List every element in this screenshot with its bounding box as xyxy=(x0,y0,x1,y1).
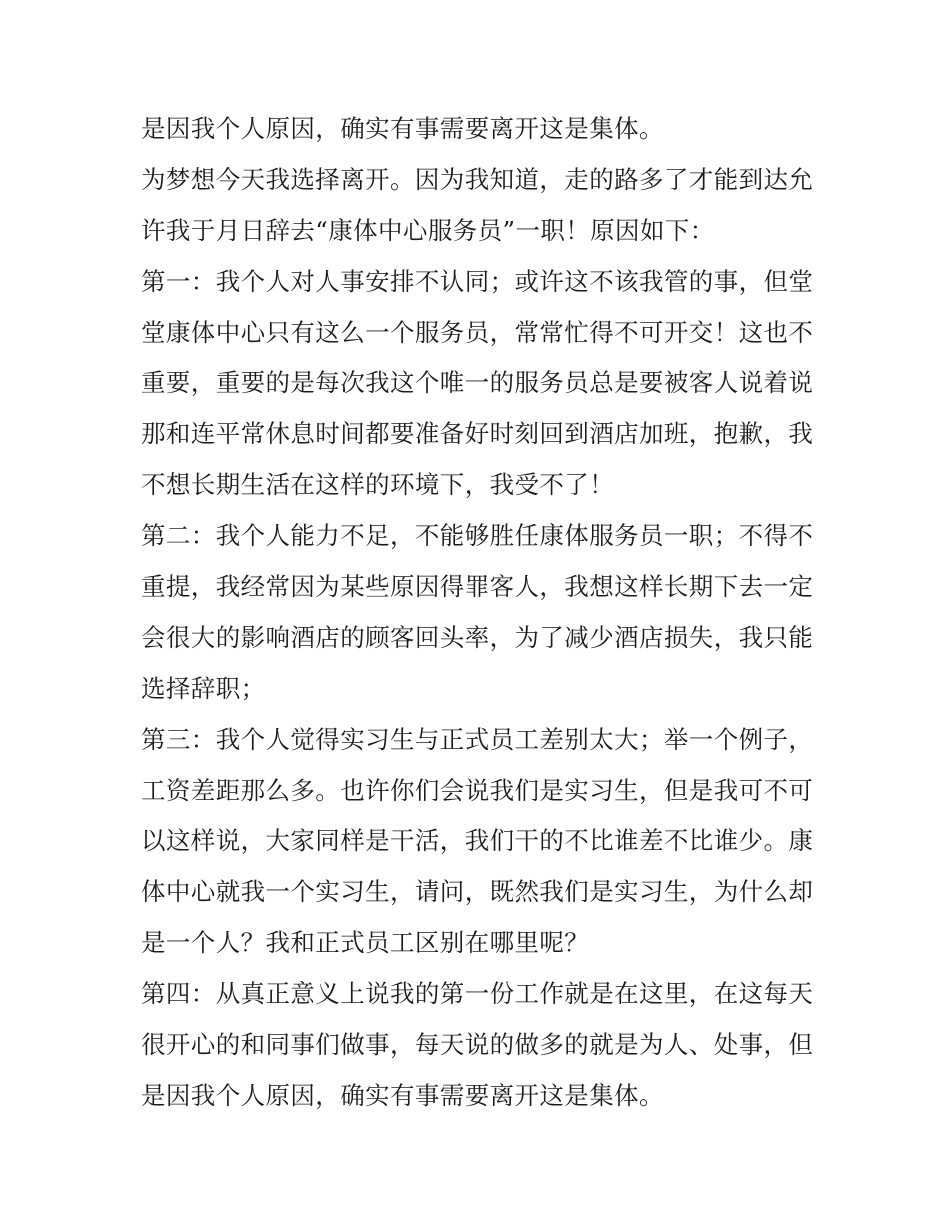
document-body xyxy=(141,104,821,1122)
text-line: 第四：从真正意义上说我的第一份工作就是在这里，在这每天 xyxy=(141,979,814,1009)
text-line: 许我于月日辞去“康体中心服务员”一职！原因如下： xyxy=(141,215,715,245)
text-line: 第三：我个人觉得实习生与正式员工差别太大；举一个例子， xyxy=(141,724,814,754)
text-line: 以这样说，大家同样是干活，我们干的不比谁差不比谁少。康 xyxy=(141,826,814,856)
text-line: 第二：我个人能力不足，不能够胜任康体服务员一职；不得不 xyxy=(141,521,814,551)
text-line: 是一个人？我和正式员工区别在哪里呢？ xyxy=(141,928,590,958)
text-line: 是因我个人原因，确实有事需要离开这是集体。 xyxy=(141,1080,664,1110)
text-line: 重提，我经常因为某些原因得罪客人，我想这样长期下去一定 xyxy=(141,572,814,602)
text-line: 堂康体中心只有这么一个服务员，常常忙得不可开交！这也不 xyxy=(141,317,814,347)
text-line: 很开心的和同事们做事，每天说的做多的就是为人、处事，但 xyxy=(141,1030,814,1060)
text-line: 是因我个人原因，确实有事需要离开这是集体。 xyxy=(141,114,664,143)
text-line: 工资差距那么多。也许你们会说我们是实习生，但是我可不可 xyxy=(141,775,814,805)
text-line: 重要，重要的是每次我这个唯一的服务员总是要被客人说着说 xyxy=(141,368,814,398)
text-line: 那和连平常休息时间都要准备好时刻回到酒店加班，抱歉，我 xyxy=(141,419,814,449)
text-line: 选择辞职； xyxy=(141,673,266,703)
text-line: 会很大的影响酒店的顾客回头率，为了减少酒店损失，我只能 xyxy=(141,622,814,652)
text-line: 体中心就我一个实习生，请问，既然我们是实习生，为什么却 xyxy=(141,877,814,907)
text-line: 第一：我个人对人事安排不认同；或许这不该我管的事，但堂 xyxy=(141,266,814,296)
text-line: 不想长期生活在这样的环境下，我受不了！ xyxy=(141,470,615,500)
text-line: 为梦想今天我选择离开。因为我知道，走的路多了才能到达允 xyxy=(141,164,814,194)
